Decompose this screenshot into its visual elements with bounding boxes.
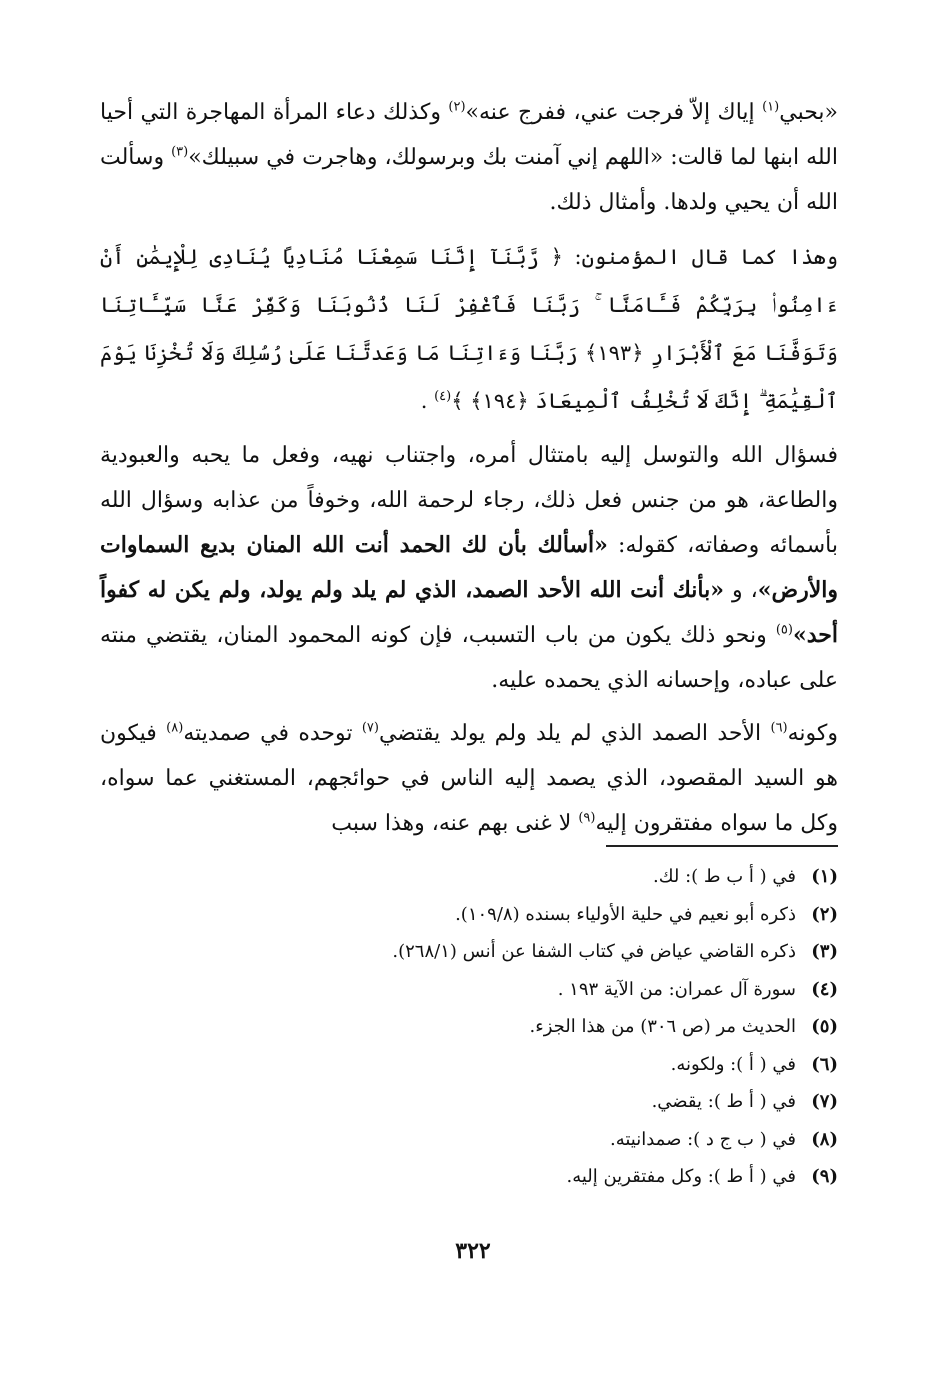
footnote-marker: (٣) <box>171 144 189 160</box>
footnote-text: الحديث مر (ص ٣٠٦) من هذا الجزء. <box>529 1016 796 1037</box>
footnote-divider <box>606 845 838 847</box>
footnote-text: في ( أ ): ولكونه. <box>670 1053 796 1075</box>
bold-quote: «بأنك أنت الله الأحد الصمد، الذي لم يلد ولم يولد، ولم يكن له كفواً أحد» <box>100 577 838 648</box>
footnote <box>300 1083 838 1121</box>
footnote-text: في ( أ ط ): وكل مفتقرين إليه. <box>566 1166 796 1187</box>
footnote-number: (٢) <box>811 903 838 925</box>
footnote-text: ذكره أبو نعيم في حلية الأولياء بسنده (١٠٩/٨). <box>455 903 796 925</box>
footnote <box>300 971 838 1009</box>
text-run: وهذا كما قال المؤمنون: ﴿ رَّبَّنَآ إِنَّنَا سَمِعْنَا مُنَادِيًا يُنَادِى لِلْإِيمَٰنِ أَنْ ءَامِنُوا۟ بِرَبِّكُمْ فَـَٔامَنَّا ۚ رَبَّنَا فَٱغْفِرْ لَنَا ذُنُوبَنَا وَكَفِّرْ عَنَّا سَيِّـَٔاتِنَا وَتَوَفَّنَا مَعَ ٱلْأَبْرَارِ ﴿١٩٣﴾ رَبَّنَا وَءَاتِنَا مَا وَعَدتَّنَا عَلَىٰ رُسُلِكَ وَلَا تُخْزِنَا يَوْمَ ٱلْقِيَٰمَةِ ۗ إِنَّكَ لَا تُخْلِفُ ٱلْمِيعَادَ ﴿١٩٤﴾ ﴾ <box>100 245 838 413</box>
text-run: وكذلك دعاء المرأة المهاجرة التي أحيا الله ابنها لما قالت: «اللهم إني آمنت بك وبرسولك، وهاجرت في سبيلك» <box>100 100 838 170</box>
footnote-text: ذكره القاضي عياض في كتاب الشفا عن أنس (٢٦٨/١). <box>392 941 796 962</box>
footnote <box>300 1008 838 1046</box>
text-run: لا غنى بهم عنه، وهذا سبب <box>331 811 579 836</box>
footnote-number: (٣) <box>811 941 838 962</box>
footnote-marker: (١) <box>762 99 780 115</box>
footnote-text: في ( ب ج د ): صمدانيته. <box>609 1128 796 1150</box>
footnote <box>300 1121 838 1159</box>
footnote <box>300 896 838 934</box>
text-run: فسؤال الله والتوسل إليه بامتثال أمره، واجتناب نهيه، وفعل ما يحبه والعبودية والطاعة، هو من جنس فعل ذلك، رجاء لرحمة الله، وخوفاً من عذابه وسؤال الله بأسمائه وصفاته، كقوله: <box>100 443 838 558</box>
footnote-number: (٨) <box>811 1128 838 1150</box>
footnote-marker: (٢) <box>448 99 466 115</box>
footnote <box>300 1046 838 1084</box>
footnote-number: (٦) <box>811 1053 838 1075</box>
footnote-text: في ( أ ب ط ): لك. <box>652 866 796 887</box>
footnote <box>300 933 838 971</box>
body-paragraph <box>100 711 838 846</box>
footnote-number: (٧) <box>811 1091 838 1112</box>
body-paragraph <box>100 90 838 225</box>
text-run: ، و <box>724 578 758 603</box>
text-run: فيكون هو السيد المقصود، الذي يصمد إليه الناس في حوائجهم، المستغني عما سواه، وكل ما سواه مفتقرون إليه <box>100 721 838 836</box>
footnote-number: (١) <box>811 866 838 887</box>
text-run: وكونه <box>787 721 839 746</box>
text-run: ونحو ذلك يكون من باب التسبب، فإن كونه المحمود المنان، يقتضي منته على عباده، وإحسانه الذي يحمده عليه. <box>100 623 838 693</box>
page-number: ٣٢٢ <box>455 1238 491 1264</box>
text-run: «بحبي <box>779 100 838 125</box>
footnote-marker: (٩) <box>578 810 596 826</box>
text-run: وسألت الله أن يحيي ولدها. وأمثال ذلك. <box>100 145 838 215</box>
footnote-number: (٩) <box>811 1166 838 1187</box>
footnote-number: (٤) <box>811 978 838 1000</box>
footnote-marker: (٦) <box>770 720 788 736</box>
text-run: الأحد الصمد الذي لم يلد ولم يولد يقتضي <box>378 721 771 746</box>
footnote <box>300 1158 838 1196</box>
footnote <box>300 858 838 896</box>
footnote-number: (٥) <box>811 1016 838 1037</box>
footnote-marker: (٧) <box>361 720 379 736</box>
text-run: . <box>420 389 435 413</box>
footnote-marker: (٥) <box>775 622 793 638</box>
footnotes-list <box>300 858 838 1196</box>
body-text <box>100 90 838 846</box>
quran-verse-paragraph <box>100 233 838 425</box>
body-paragraph <box>100 433 838 703</box>
text-run: توحده في صمديته <box>183 721 362 746</box>
text-run: إياك إلاّ فرجت عني، ففرج عنه» <box>465 100 763 125</box>
bold-quote: «أسألك بأن لك الحمد أنت الله المنان بديع السماوات والأرض» <box>100 532 838 603</box>
footnote-marker: (٤) <box>434 389 452 404</box>
footnote-text: في ( أ ط ): يقضي. <box>651 1091 796 1112</box>
footnote-text: سورة آل عمران: من الآية ١٩٣ . <box>557 978 796 1000</box>
footnote-marker: (٨) <box>166 720 184 736</box>
